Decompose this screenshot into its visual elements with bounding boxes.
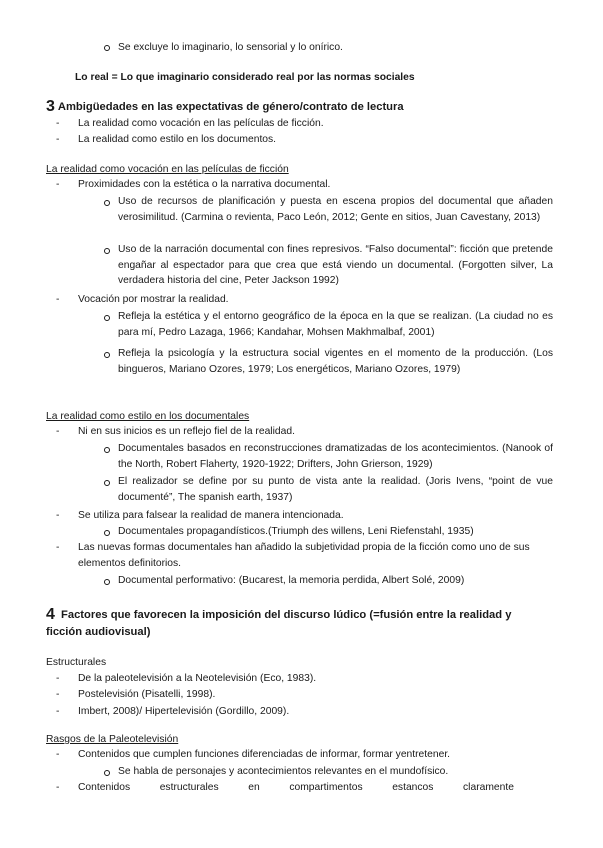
dash-bullet: - xyxy=(56,118,60,129)
definition-line: Lo real = Lo que imaginario considerado real por las normas sociales xyxy=(75,72,415,83)
section-number: 3 xyxy=(46,98,55,115)
section-4-heading xyxy=(46,607,511,624)
list-item: Ni en sus inicios es un reflejo fiel de la realidad. xyxy=(78,426,295,437)
sub-bullet-text: Refleja la psicología y la estructura social vigentes en el momento de la producción. (Los bingueros, Mariano Ozores, 1979; Los energéticos, Mariano Ozores, 1979) xyxy=(118,348,553,375)
list-item: Se utiliza para falsear la realidad de manera intencionada. xyxy=(78,510,344,521)
word: estancos xyxy=(392,782,434,793)
list-item: Contenidos que cumplen funciones diferenciadas de informar, formar yentretener. xyxy=(78,749,451,760)
word: estructurales xyxy=(159,782,219,793)
section-number: 4 xyxy=(46,606,55,623)
dash-bullet: - xyxy=(56,179,60,190)
sub-bullet-text: Documental performativo: (Bucarest, la memoria perdida, Albert Solé, 2009) xyxy=(118,575,465,586)
word: claramente xyxy=(463,782,514,793)
circle-bullet-icon xyxy=(104,530,110,536)
dash-bullet: - xyxy=(56,426,60,437)
list-item: La realidad como vocación en las películas de ficción. xyxy=(78,118,324,129)
sub-bullet-text: El realizador se define por su punto de vista ante la realidad. (Joris Ivens, “point de vue documenté”, The spanish earth, 1937) xyxy=(118,476,553,503)
circle-bullet-icon xyxy=(104,352,110,358)
word: Contenidos xyxy=(78,782,131,793)
sub-bullet-text: Documentales basados en reconstrucciones dramatizadas de los acontecimientos. (Nanook of the North, Robert Flaherty, 1920-1922; Drifters, John Grierson, 1929) xyxy=(118,443,553,470)
sub-bullet-text: Uso de recursos de planificación y puesta en escena propios del documental que añaden verosimilitud. (Carmina o revienta, Paco León, 2012; Gente en sitios, Juan Cavestany, 2013) xyxy=(118,196,553,223)
section-title: Factores que favorecen la imposición del discurso lúdico (=fusión entre la realidad y xyxy=(61,609,512,621)
word: en xyxy=(248,782,260,793)
circle-bullet-icon xyxy=(104,480,110,486)
circle-bullet-icon xyxy=(104,447,110,453)
circle-bullet-icon xyxy=(104,45,110,51)
dash-bullet: - xyxy=(56,782,60,793)
list-item: De la paleotelevisión a la Neotelevisión (Eco, 1983). xyxy=(78,673,317,684)
dash-bullet: - xyxy=(56,706,60,717)
subsection-heading-estructurales: Estructurales xyxy=(46,657,107,668)
dash-bullet: - xyxy=(56,542,60,553)
dash-bullet: - xyxy=(56,294,60,305)
list-item: Vocación por mostrar la realidad. xyxy=(78,294,229,305)
section-title: Ambigüedades en las expectativas de género/contrato de lectura xyxy=(57,101,404,113)
section-3-heading xyxy=(46,99,404,116)
sub-bullet-text: Se excluye lo imaginario, lo sensorial y lo onírico. xyxy=(118,42,343,53)
sub-bullet-text: Uso de la narración documental con fines represivos. “Falso documental”: ficción que pretende engañar al espectador para que crea que está viendo un documental. (Forgotten silver, La verdadera historia del cine, Peter Jackson 1992) xyxy=(118,244,553,286)
circle-bullet-icon xyxy=(104,248,110,254)
sub-bullet-text: Documentales propagandísticos.(Triumph des willens, Leni Riefenstahl, 1935) xyxy=(118,526,474,537)
subsection-heading-rasgos: Rasgos de la Paleotelevisión xyxy=(46,734,179,745)
section-title-continued: ficción audiovisual) xyxy=(46,626,151,638)
list-item: Proximidades con la estética o la narrativa documental. xyxy=(78,179,331,190)
list-item: Imbert, 2008)/ Hipertelevisión (Gordillo, 2009). xyxy=(78,706,290,717)
dash-bullet: - xyxy=(56,510,60,521)
dash-bullet: - xyxy=(56,749,60,760)
word: compartimentos xyxy=(289,782,363,793)
dash-bullet: - xyxy=(56,673,60,684)
dash-bullet: - xyxy=(56,134,60,145)
list-item: Postelevisión (Pisatelli, 1998). xyxy=(78,689,216,700)
circle-bullet-icon xyxy=(104,579,110,585)
dash-bullet: - xyxy=(56,689,60,700)
sub-bullet-text: Se habla de personajes y acontecimientos relevantes en el mundofísico. xyxy=(118,766,449,777)
circle-bullet-icon xyxy=(104,200,110,206)
circle-bullet-icon xyxy=(104,315,110,321)
list-item: La realidad como estilo en los documentos. xyxy=(78,134,277,145)
list-item: Las nuevas formas documentales han añadido la subjetividad propia de la ficción como uno de sus elementos definitorios. xyxy=(78,542,530,569)
subsection-heading-ficcion: La realidad como vocación en las películas de ficción xyxy=(46,164,289,175)
circle-bullet-icon xyxy=(104,770,110,776)
subsection-heading-documentales: La realidad como estilo en los documentales xyxy=(46,411,250,422)
justified-list-item xyxy=(78,780,514,796)
sub-bullet-text: Refleja la estética y el entorno geográfico de la época en la que se realizan. (La ciudad no es para mí, Pedro Lazaga, 1966; Kandahar, Mohsen Makhmalbaf, 2001) xyxy=(118,311,553,338)
